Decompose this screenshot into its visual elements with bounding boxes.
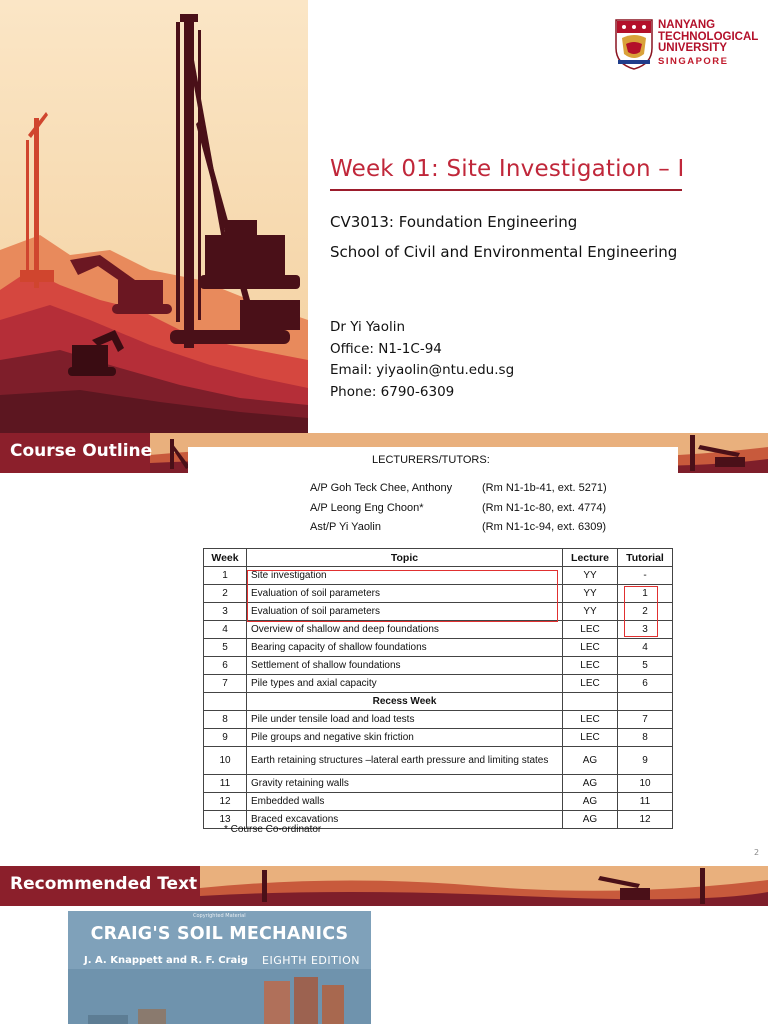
ntu-logo-text (658, 20, 758, 67)
course-outline-slide (0, 433, 768, 866)
cell-tutorial: 9 (618, 747, 673, 775)
cell-topic: Braced excavations (247, 811, 563, 829)
cell-week: 13 (204, 811, 247, 829)
highlight-box-topics (247, 570, 558, 622)
cell-week: 8 (204, 711, 247, 729)
cell-tutorial (618, 693, 673, 711)
logo-line-2: TECHNOLOGICAL (658, 30, 759, 43)
cell-topic: Site investigation (247, 567, 563, 585)
lecturer-room-1: (Rm N1-1b-41, ext. 5271) (482, 482, 607, 494)
cell-lecture: YY (563, 585, 618, 603)
cell-tutorial: 8 (618, 729, 673, 747)
course-code: CV3013: Foundation Engineering (330, 213, 578, 231)
book-authors: J. A. Knappett and R. F. Craig (84, 955, 248, 966)
contact-block (330, 317, 514, 403)
cell-week: 12 (204, 793, 247, 811)
phone-info: Phone: 6790-6309 (330, 383, 455, 400)
cell-topic: Bearing capacity of shallow foundations (247, 639, 563, 657)
table-row (204, 747, 673, 775)
lecturer-room-2: (Rm N1-1c-80, ext. 4774) (482, 502, 607, 514)
cell-lecture: LEC (563, 711, 618, 729)
cell-week (204, 693, 247, 711)
cell-tutorial: 5 (618, 657, 673, 675)
cell-lecture: LEC (563, 621, 618, 639)
cell-lecture: LEC (563, 675, 618, 693)
header-tutorial: Tutorial (618, 549, 673, 567)
table-row (204, 793, 673, 811)
cell-topic: Pile under tensile load and load tests (247, 711, 563, 729)
lecturer-name: Dr Yi Yaolin (330, 319, 406, 335)
table-header-row (204, 549, 673, 567)
cell-week: 3 (204, 603, 247, 621)
cell-topic: Pile types and axial capacity (247, 675, 563, 693)
cell-tutorial: 1 (618, 585, 673, 603)
cell-tutorial: 3 (618, 621, 673, 639)
cell-tutorial: 6 (618, 675, 673, 693)
header-lecture: Lecture (563, 549, 618, 567)
cell-lecture: AG (563, 793, 618, 811)
table-row (204, 639, 673, 657)
cell-topic: Settlement of shallow foundations (247, 657, 563, 675)
school-name: School of Civil and Environmental Engineering (330, 243, 678, 261)
cell-lecture: AG (563, 811, 618, 829)
cell-week: 10 (204, 747, 247, 775)
cell-week: 7 (204, 675, 247, 693)
ntu-logo (614, 18, 764, 70)
lecturer-room-3: (Rm N1-1c-94, ext. 6309) (482, 521, 607, 533)
cell-lecture: AG (563, 747, 618, 775)
logo-line-3: UNIVERSITY (658, 42, 728, 54)
logo-line-4: SINGAPORE (658, 55, 729, 67)
cell-topic: Evaluation of soil parameters (247, 585, 563, 603)
footnote: * Course Co-ordinator (224, 824, 322, 835)
lecturer-name-2: A/P Leong Eng Choon* (310, 502, 424, 514)
cell-tutorial: 11 (618, 793, 673, 811)
table-row (204, 675, 673, 693)
cell-lecture: YY (563, 603, 618, 621)
cell-week: 1 (204, 567, 247, 585)
cell-tutorial: 2 (618, 603, 673, 621)
email-info: Email: yiyaolin@ntu.edu.sg (330, 362, 515, 378)
cell-lecture: AG (563, 775, 618, 793)
cell-lecture: LEC (563, 639, 618, 657)
page-number: 2 (754, 848, 760, 857)
table-row (204, 693, 673, 711)
cell-lecture: LEC (563, 729, 618, 747)
cell-topic: Evaluation of soil parameters (247, 603, 563, 621)
cell-tutorial: 12 (618, 811, 673, 829)
cell-week: 9 (204, 729, 247, 747)
cell-week: 6 (204, 657, 247, 675)
lecturer-name-1: A/P Goh Teck Chee, Anthony (310, 482, 453, 494)
cell-week: 2 (204, 585, 247, 603)
logo-line-1: NANYANG (658, 19, 716, 31)
recommended-text-banner (0, 866, 768, 906)
cell-topic: Overview of shallow and deep foundations (247, 621, 563, 639)
book-edition: EIGHTH EDITION (262, 954, 360, 967)
highlight-box-tutorials (624, 586, 658, 637)
cell-tutorial: 10 (618, 775, 673, 793)
lecturers-heading: LECTURERS/TUTORS: (372, 454, 490, 466)
table-row (204, 775, 673, 793)
cell-lecture (563, 693, 618, 711)
cell-topic: Gravity retaining walls (247, 775, 563, 793)
book-title: CRAIG'S SOIL MECHANICS (90, 924, 349, 944)
table-row (204, 711, 673, 729)
recommended-text-slide (0, 866, 768, 1024)
cell-week: 4 (204, 621, 247, 639)
lecturer-name-3: Ast/P Yi Yaolin (310, 521, 381, 533)
cell-lecture: YY (563, 567, 618, 585)
table-row (204, 729, 673, 747)
cell-topic: Earth retaining structures –lateral earth pressure and limiting states (247, 747, 563, 775)
table-row (204, 621, 673, 639)
office-info: Office: N1-1C-94 (330, 340, 442, 357)
cell-week: 11 (204, 775, 247, 793)
book-copyright: Copyrighted Material (193, 913, 246, 919)
cell-topic: Pile groups and negative skin friction (247, 729, 563, 747)
construction-illustration (0, 0, 308, 433)
cell-week: 5 (204, 639, 247, 657)
title-slide (0, 0, 768, 433)
cell-lecture: LEC (563, 657, 618, 675)
slide-title: Week 01: Site Investigation – I (330, 156, 685, 182)
cell-tutorial: - (618, 567, 673, 585)
title-underline (330, 189, 682, 191)
ntu-crest-icon (614, 18, 654, 70)
header-topic: Topic (247, 549, 563, 567)
banner-title: Course Outline (10, 441, 153, 461)
book-cover (68, 911, 371, 1024)
header-week: Week (204, 549, 247, 567)
book-cover-skyline (68, 969, 371, 1024)
cell-tutorial: 4 (618, 639, 673, 657)
cell-tutorial: 7 (618, 711, 673, 729)
table-row (204, 657, 673, 675)
banner-title: Recommended Text (10, 874, 198, 894)
cell-topic: Embedded walls (247, 793, 563, 811)
cell-recess-week: Recess Week (247, 693, 563, 711)
